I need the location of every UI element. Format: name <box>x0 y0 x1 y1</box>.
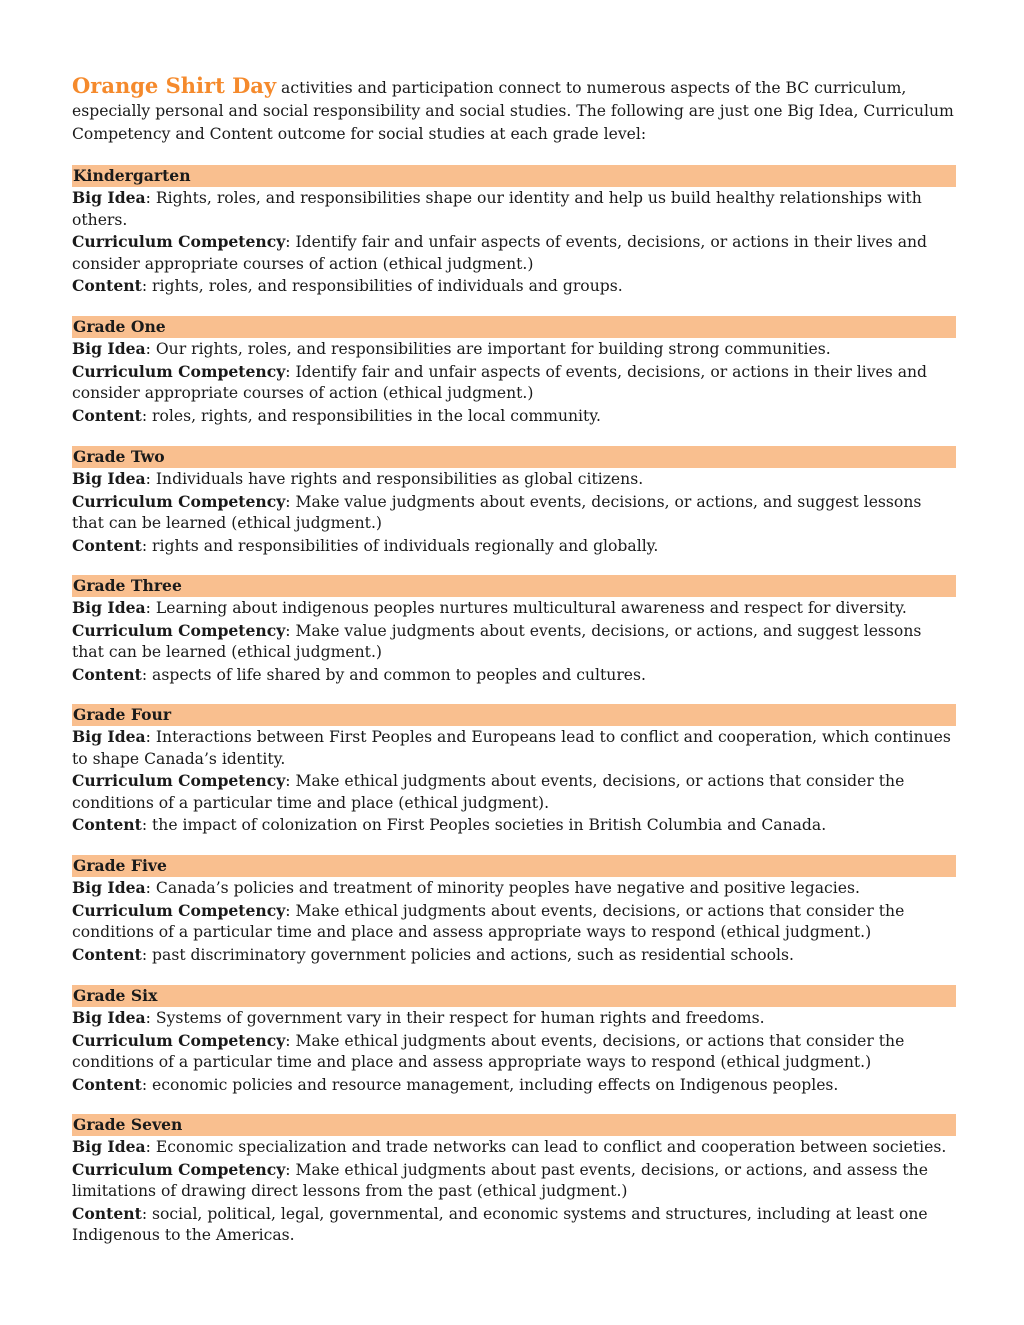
content-label: Content <box>72 1074 142 1094</box>
big-idea-label: Big Idea <box>72 1008 146 1027</box>
content <box>72 275 956 298</box>
big-idea-text: : Rights, roles, and responsibilities shape our identity and help us build healthy relationships with others. <box>72 189 922 229</box>
content-text: : rights and responsibilities of individuals regionally and globally. <box>141 536 659 555</box>
section-grade-five <box>72 855 956 966</box>
big-idea-label: Big Idea <box>72 1137 146 1156</box>
content <box>72 664 956 687</box>
content-label: Content <box>72 405 142 425</box>
content <box>72 1074 956 1097</box>
content-label: Content <box>72 664 142 684</box>
section-title: Grade Three <box>72 575 956 597</box>
big-idea <box>72 468 956 491</box>
section-title: Grade Five <box>72 855 956 877</box>
big-idea <box>72 877 956 900</box>
curriculum-competency <box>72 491 956 535</box>
big-idea-label: Big Idea <box>72 339 146 358</box>
competency-label: Curriculum Competency <box>72 361 286 381</box>
big-idea-text: : Interactions between First Peoples and Europeans lead to conflict and cooperation, which continues to shape Canada’s identity. <box>72 728 951 768</box>
content-text: : rights, roles, and responsibilities of individuals and groups. <box>141 277 623 295</box>
competency-text: : Make ethical judgments about past events, decisions, or actions, and assess the limitations of drawing direct lessons from the past (ethical judgment.) <box>72 1160 928 1200</box>
content-text: : the impact of colonization on First Peoples societies in British Columbia and Canada. <box>141 816 827 834</box>
section-grade-seven <box>72 1114 956 1247</box>
section-grade-six <box>72 985 956 1096</box>
content-label: Content <box>72 276 142 295</box>
section-title: Grade Four <box>72 704 956 726</box>
big-idea <box>72 597 956 620</box>
competency-label: Curriculum Competency <box>72 900 286 920</box>
intro-text: activities and participation connect to numerous aspects of the BC curriculum, especially personal and social responsibility and social studies. The following are just one Big Idea, Curriculum Competency and Content outcome for social studies at each grade level: <box>72 79 954 143</box>
big-idea <box>72 338 956 361</box>
content <box>72 535 956 558</box>
content-text: : social, political, legal, governmental, and economic systems and structures, including at least one Indigenous to the Americas. <box>72 1204 928 1244</box>
content-text: : roles, rights, and responsibilities in the local community. <box>141 406 601 425</box>
competency-label: Curriculum Competency <box>72 1159 286 1179</box>
section-grade-three <box>72 575 956 686</box>
intro-paragraph <box>72 74 956 146</box>
competency-label: Curriculum Competency <box>72 1030 286 1050</box>
section-title: Grade Six <box>72 985 956 1007</box>
content-label: Content <box>72 535 142 555</box>
curriculum-competency <box>72 770 956 814</box>
big-idea <box>72 187 956 231</box>
content <box>72 814 956 837</box>
big-idea <box>72 1007 956 1030</box>
big-idea-label: Big Idea <box>72 469 146 488</box>
competency-label: Curriculum Competency <box>72 620 286 640</box>
competency-label: Curriculum Competency <box>72 491 286 511</box>
curriculum-competency <box>72 361 956 405</box>
big-idea <box>72 726 956 770</box>
curriculum-competency <box>72 231 956 275</box>
section-title: Grade Seven <box>72 1114 956 1136</box>
big-idea-label: Big Idea <box>72 878 146 897</box>
competency-text: : Make ethical judgments about events, decisions, or actions that consider the conditions of a particular time and place and assess appropriate ways to respond (ethical judgment.) <box>72 901 905 941</box>
section-grade-one <box>72 316 956 427</box>
section-title: Grade Two <box>72 446 956 468</box>
competency-text: : Make value judgments about events, decisions, or actions, and suggest lessons that can be learned (ethical judgment.) <box>72 492 922 532</box>
big-idea-text: : Canada’s policies and treatment of minority peoples have negative and positive legacies. <box>145 879 860 897</box>
competency-label: Curriculum Competency <box>72 232 286 251</box>
big-idea-label: Big Idea <box>72 727 146 746</box>
content-text: : economic policies and resource management, including effects on Indigenous peoples. <box>141 1075 839 1094</box>
big-idea-text: : Individuals have rights and responsibilities as global citizens. <box>145 470 644 488</box>
content-label: Content <box>72 944 142 964</box>
competency-text: : Identify fair and unfair aspects of events, decisions, or actions in their lives and consider appropriate courses of action (ethical judgment.) <box>72 233 928 273</box>
curriculum-competency <box>72 620 956 664</box>
big-idea-text: : Our rights, roles, and responsibilities are important for building strong communities. <box>145 340 831 358</box>
curriculum-competency <box>72 1030 956 1074</box>
competency-text: : Make value judgments about events, decisions, or actions, and suggest lessons that can be learned (ethical judgment.) <box>72 621 922 661</box>
content-label: Content <box>72 815 142 834</box>
section-grade-four <box>72 704 956 837</box>
competency-text: : Identify fair and unfair aspects of events, decisions, or actions in their lives and consider appropriate courses of action (ethical judgment.) <box>72 362 928 402</box>
content <box>72 944 956 967</box>
content-text: : past discriminatory government policies and actions, such as residential schools. <box>141 945 794 964</box>
section-kindergarten <box>72 165 956 298</box>
big-idea-label: Big Idea <box>72 188 146 207</box>
competency-text: : Make ethical judgments about events, decisions, or actions that consider the conditions of a particular time and place and assess appropriate ways to respond (ethical judgment.) <box>72 1031 905 1071</box>
section-title: Grade One <box>72 316 956 338</box>
competency-text: : Make ethical judgments about events, decisions, or actions that consider the conditions of a particular time and place (ethical judgment). <box>72 772 905 812</box>
curriculum-competency <box>72 900 956 944</box>
competency-label: Curriculum Competency <box>72 771 286 790</box>
curriculum-competency <box>72 1159 956 1203</box>
big-idea-text: : Systems of government vary in their respect for human rights and freedoms. <box>145 1009 765 1027</box>
section-grade-two <box>72 446 956 557</box>
big-idea <box>72 1136 956 1159</box>
big-idea-label: Big Idea <box>72 598 146 617</box>
content-label: Content <box>72 1203 142 1223</box>
intro-lead: Orange Shirt Day <box>72 73 277 98</box>
content-text: : aspects of life shared by and common to peoples and cultures. <box>141 665 646 684</box>
content <box>72 1203 956 1247</box>
content <box>72 405 956 428</box>
big-idea-text: : Economic specialization and trade networks can lead to conflict and cooperation between societies. <box>145 1138 947 1156</box>
big-idea-text: : Learning about indigenous peoples nurtures multicultural awareness and respect for diversity. <box>145 599 907 617</box>
section-title: Kindergarten <box>72 165 956 187</box>
